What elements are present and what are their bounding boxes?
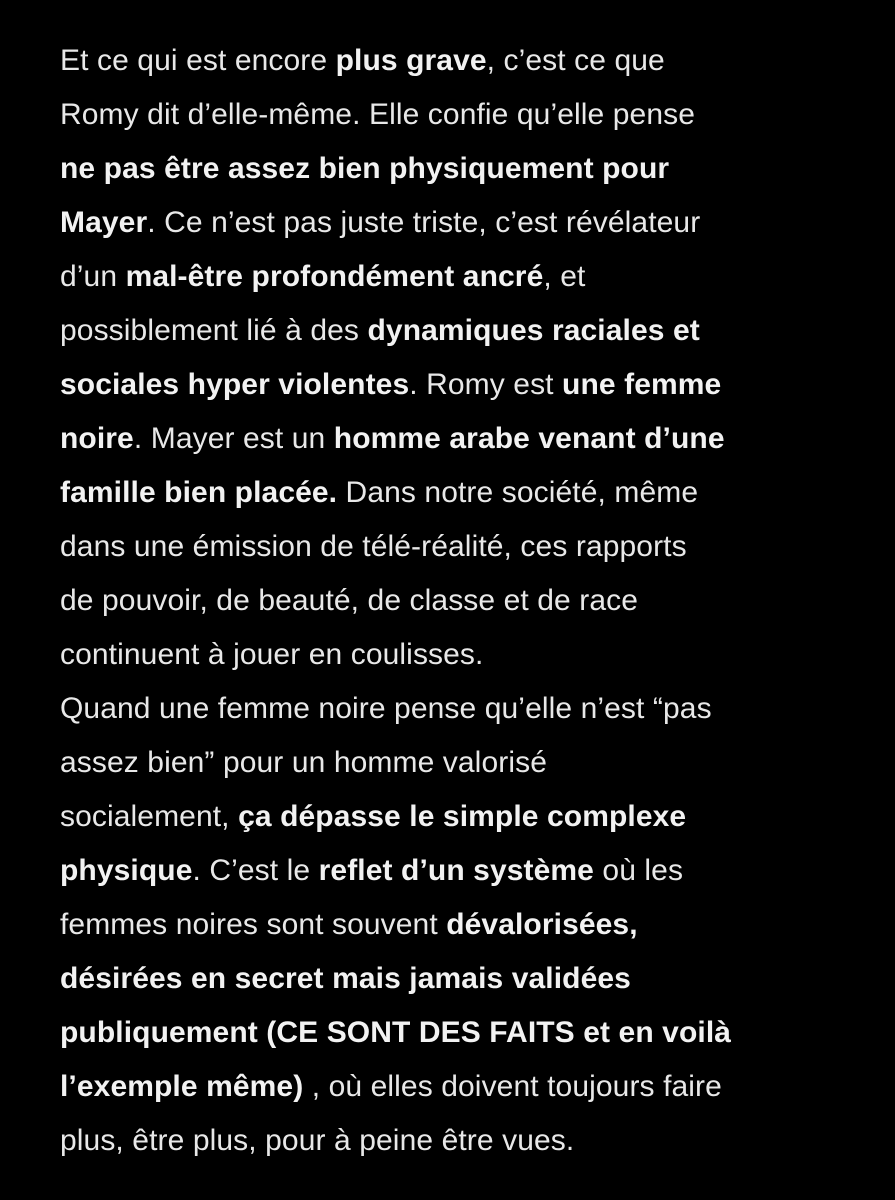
text-line [60,304,850,358]
bold-text-segment: homme arabe venant d’une [333,422,725,455]
text-line [60,1114,850,1168]
text-segment: . Mayer est un [133,422,334,455]
text-segment: plus, être plus, pour à peine être vues. [60,1124,575,1157]
text-segment: Quand une femme noire pense qu’elle n’est “pas [60,692,712,725]
text-line [60,682,850,736]
bold-text-segment: plus grave [335,44,487,77]
bold-text-segment: mal-être profondément ancré [125,260,544,293]
bold-text-segment: l’exemple même) [60,1070,304,1103]
text-segment: femmes noires sont souvent [60,908,447,941]
text-segment: continuent à jouer en coulisses. [60,638,484,671]
text-line [60,574,850,628]
text-segment: dans une émission de télé-réalité, ces rapports [60,530,687,563]
text-line [60,898,850,952]
bold-text-segment: publiquement (CE SONT DES FAITS et en voilà [60,1016,732,1049]
text-segment: . C’est le [192,854,319,887]
bold-text-segment: Mayer [60,206,148,239]
note-text-body [60,34,850,1168]
bold-text-segment: désirées en secret mais jamais validées [60,962,631,995]
bold-text-segment: noire [60,422,134,455]
text-line [60,520,850,574]
text-segment: , et [543,260,586,293]
text-line [60,196,850,250]
bold-text-segment: reflet d’un système [318,854,594,887]
text-segment: Et ce qui est encore [60,44,336,77]
bold-text-segment: dévalorisées, [446,908,638,941]
text-line [60,358,850,412]
text-segment: où les [593,854,684,887]
text-line [60,1006,850,1060]
text-segment: assez bien” pour un homme valorisé [60,746,547,779]
bold-text-segment: famille bien placée. [60,476,338,509]
text-segment: Dans notre société, même [337,476,699,509]
text-line [60,88,850,142]
scrollbar[interactable] [888,4,892,1196]
bold-text-segment: une femme [562,368,722,401]
text-line [60,628,850,682]
bold-text-segment: sociales hyper violentes [60,368,410,401]
text-line [60,250,850,304]
text-segment: socialement, [60,800,239,833]
bold-text-segment: ne pas être assez bien physiquement pour [60,152,670,185]
text-line [60,34,850,88]
text-line [60,466,850,520]
text-line [60,952,850,1006]
text-line [60,736,850,790]
text-line [60,1060,850,1114]
text-line [60,142,850,196]
text-line [60,412,850,466]
text-line [60,844,850,898]
text-segment: , c’est ce que [486,44,665,77]
text-line [60,790,850,844]
text-segment: de pouvoir, de beauté, de classe et de race [60,584,639,617]
text-segment: d’un [60,260,126,293]
text-segment: , où elles doivent toujours faire [303,1070,722,1103]
bold-text-segment: ça dépasse le simple complexe [238,800,687,833]
text-segment: . Romy est [409,368,563,401]
text-segment: possiblement lié à des [60,314,368,347]
text-segment: . Ce n’est pas juste triste, c’est révélateur [147,206,701,239]
bold-text-segment: physique [60,854,193,887]
bold-text-segment: dynamiques raciales et [367,314,700,347]
text-segment: Romy dit d’elle-même. Elle confie qu’elle pense [60,98,696,131]
